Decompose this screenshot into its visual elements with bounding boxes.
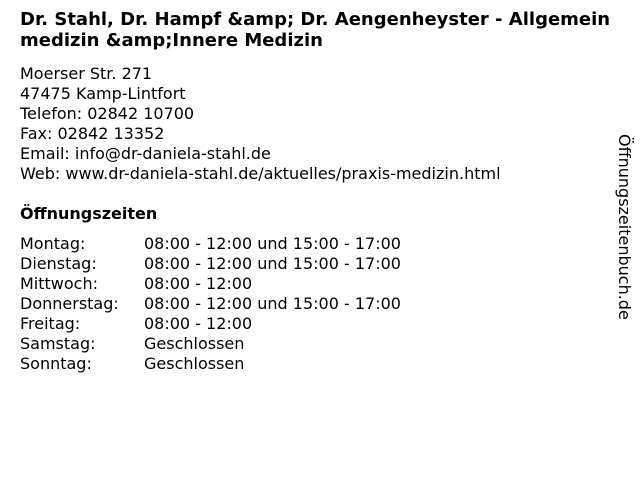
- day-label: Sonntag:: [20, 354, 92, 373]
- hours-row-thursday: [20, 294, 401, 314]
- hours-row-wednesday: [20, 274, 401, 294]
- hours-row-tuesday: [20, 254, 401, 274]
- time-value: 08:00 - 12:00: [144, 274, 253, 293]
- time-value: 08:00 - 12:00: [144, 314, 253, 333]
- email-address: Email: info@dr-daniela-stahl.de: [20, 144, 271, 163]
- day-label: Donnerstag:: [20, 294, 119, 313]
- day-label: Freitag:: [20, 314, 81, 333]
- fax-number: Fax: 02842 13352: [20, 124, 165, 143]
- city-postal: 47475 Kamp-Lintfort: [20, 84, 186, 103]
- hours-row-monday: [20, 234, 401, 254]
- time-value: 08:00 - 12:00 und 15:00 - 17:00: [144, 294, 401, 313]
- day-label: Samstag:: [20, 334, 96, 353]
- time-value: Geschlossen: [144, 334, 245, 353]
- practice-title: Dr. Stahl, Dr. Hampf &amp; Dr. Aengenheyster - Allgemeinmedizin &amp;Innere Medizin: [20, 9, 611, 51]
- opening-hours-table: [20, 234, 401, 374]
- hours-row-sunday: [20, 354, 401, 374]
- day-label: Montag:: [20, 234, 86, 253]
- contact-block: [20, 64, 501, 184]
- time-value: Geschlossen: [144, 354, 245, 373]
- hours-row-friday: [20, 314, 401, 334]
- day-label: Mittwoch:: [20, 274, 98, 293]
- day-label: Dienstag:: [20, 254, 97, 273]
- opening-hours-heading: Öffnungszeiten: [20, 204, 158, 223]
- website-url: Web: www.dr-daniela-stahl.de/aktuelles/praxis-medizin.html: [20, 164, 501, 183]
- time-value: 08:00 - 12:00 und 15:00 - 17:00: [144, 254, 401, 273]
- time-value: 08:00 - 12:00 und 15:00 - 17:00: [144, 234, 401, 253]
- phone-number: Telefon: 02842 10700: [20, 104, 195, 123]
- hours-row-saturday: [20, 334, 401, 354]
- site-watermark: Öffnungszeitenbuch.de: [615, 134, 634, 320]
- street-address: Moerser Str. 271: [20, 64, 153, 83]
